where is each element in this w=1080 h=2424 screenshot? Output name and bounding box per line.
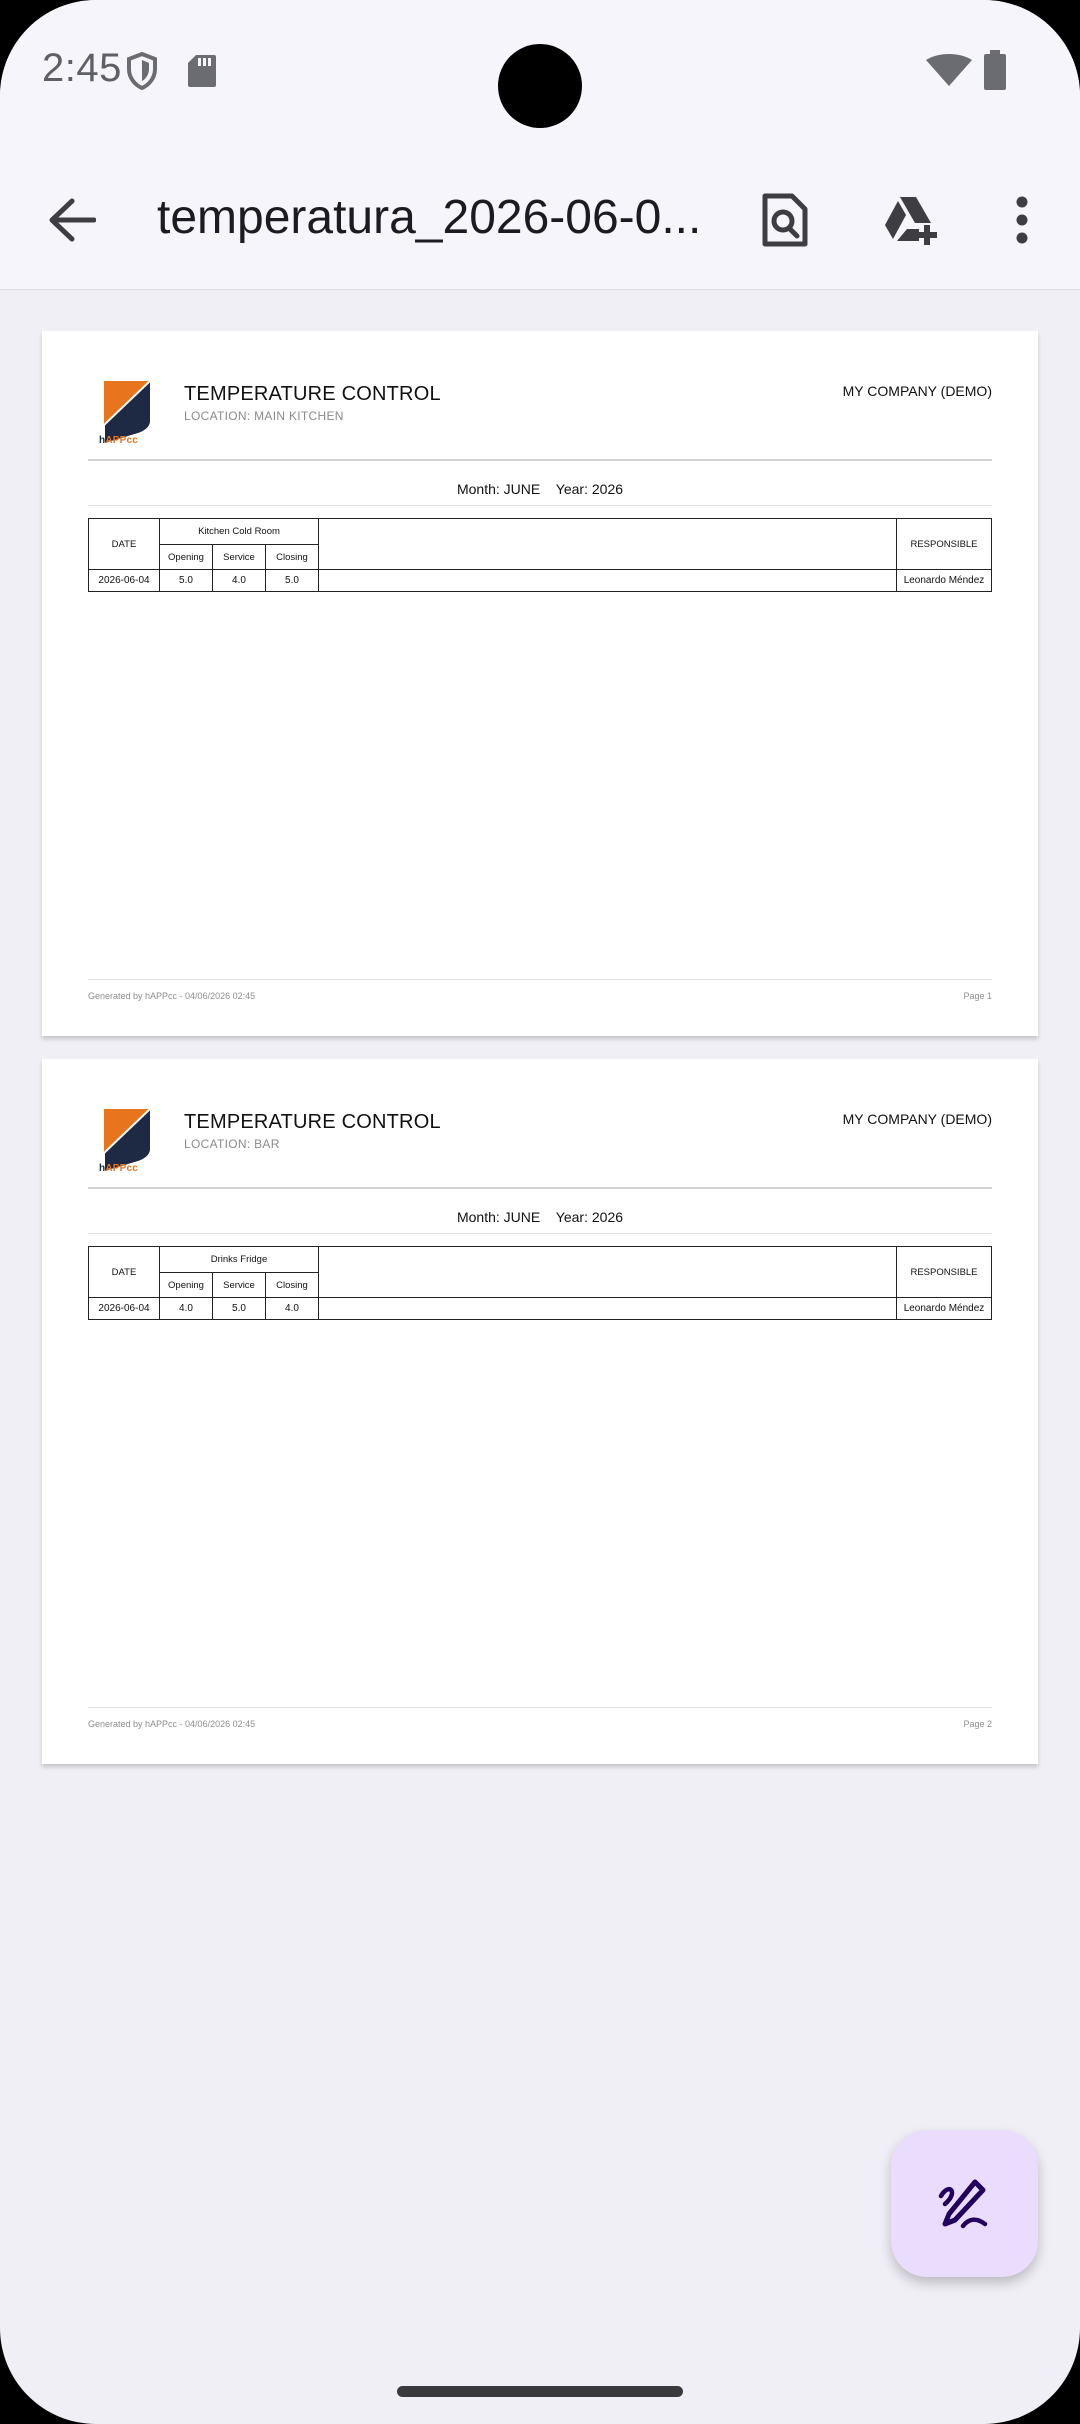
row-service: 5.0 bbox=[213, 1298, 266, 1320]
generated-by-text: Generated by hAPPcc - 04/06/2026 02:45 bbox=[88, 991, 256, 1001]
page-number: Page 1 bbox=[963, 991, 992, 1001]
search-document-button[interactable] bbox=[743, 178, 827, 262]
page-number: Page 2 bbox=[963, 1719, 992, 1729]
group-header: Kitchen Cold Room bbox=[160, 519, 319, 545]
more-options-button[interactable] bbox=[980, 178, 1064, 262]
row-responsible: Leonardo Méndez bbox=[897, 570, 992, 592]
logo-wordmark: hAPPcc bbox=[99, 1163, 139, 1174]
camera-cutout bbox=[498, 44, 582, 128]
row-closing: 4.0 bbox=[266, 1298, 319, 1320]
report-title: TEMPERATURE CONTROL bbox=[184, 383, 441, 405]
footer-divider bbox=[88, 1707, 992, 1708]
home-indicator[interactable] bbox=[397, 2386, 683, 2397]
month-year-line: Month: JUNE Year: 2026 bbox=[456, 1209, 624, 1225]
date-header: DATE bbox=[89, 1247, 160, 1298]
back-arrow-icon bbox=[48, 198, 96, 242]
shield-icon bbox=[126, 52, 158, 95]
sd-card-icon bbox=[188, 55, 216, 92]
table-row bbox=[89, 570, 992, 592]
header-divider bbox=[88, 1187, 992, 1189]
status-time: 2:45 bbox=[42, 46, 122, 90]
month-divider bbox=[88, 1233, 992, 1234]
battery-icon bbox=[984, 50, 1006, 95]
document-title: temperatura_2026-06-0... bbox=[157, 191, 702, 244]
row-responsible: Leonardo Méndez bbox=[897, 1298, 992, 1320]
header-divider bbox=[88, 459, 992, 461]
date-header: DATE bbox=[89, 519, 160, 570]
responsible-header: RESPONSIBLE bbox=[897, 1247, 992, 1298]
status-bar bbox=[0, 0, 1080, 150]
closing-header: Closing bbox=[266, 545, 319, 570]
row-opening: 4.0 bbox=[160, 1298, 213, 1320]
row-spacer bbox=[319, 1298, 897, 1320]
footer-divider bbox=[88, 979, 992, 980]
edit-pen-icon bbox=[935, 2174, 995, 2234]
opening-header: Opening bbox=[160, 1273, 213, 1298]
row-closing: 5.0 bbox=[266, 570, 319, 592]
table-row bbox=[89, 1298, 992, 1320]
service-header: Service bbox=[213, 1273, 266, 1298]
service-header: Service bbox=[213, 545, 266, 570]
company-name: MY COMPANY (DEMO) bbox=[842, 383, 992, 399]
spacer-header bbox=[319, 519, 897, 570]
pdf-page-1 bbox=[42, 331, 1038, 1036]
spacer-header bbox=[319, 1247, 897, 1298]
row-service: 4.0 bbox=[213, 570, 266, 592]
closing-header: Closing bbox=[266, 1273, 319, 1298]
search-document-icon bbox=[762, 193, 808, 247]
save-to-drive-button[interactable] bbox=[870, 178, 954, 262]
app-bar bbox=[0, 150, 1080, 290]
opening-header: Opening bbox=[160, 545, 213, 570]
pdf-page-2 bbox=[42, 1059, 1038, 1764]
report-title: TEMPERATURE CONTROL bbox=[184, 1111, 441, 1133]
temperature-table bbox=[88, 518, 992, 592]
drive-add-icon bbox=[883, 195, 941, 245]
month-year-line: Month: JUNE Year: 2026 bbox=[456, 481, 624, 497]
report-location: LOCATION: MAIN KITCHEN bbox=[184, 409, 344, 423]
report-location: LOCATION: BAR bbox=[184, 1137, 280, 1151]
row-spacer bbox=[319, 570, 897, 592]
company-name: MY COMPANY (DEMO) bbox=[842, 1111, 992, 1127]
logo-wordmark: hAPPcc bbox=[99, 435, 139, 446]
more-vert-icon bbox=[1015, 196, 1029, 244]
row-opening: 5.0 bbox=[160, 570, 213, 592]
row-date: 2026-06-04 bbox=[89, 1298, 160, 1320]
responsible-header: RESPONSIBLE bbox=[897, 519, 992, 570]
back-button[interactable] bbox=[30, 178, 114, 262]
generated-by-text: Generated by hAPPcc - 04/06/2026 02:45 bbox=[88, 1719, 256, 1729]
month-divider bbox=[88, 505, 992, 506]
group-header: Drinks Fridge bbox=[160, 1247, 319, 1273]
row-date: 2026-06-04 bbox=[89, 570, 160, 592]
temperature-table bbox=[88, 1246, 992, 1320]
edit-fab-button[interactable] bbox=[891, 2130, 1038, 2277]
wifi-icon bbox=[926, 54, 972, 91]
